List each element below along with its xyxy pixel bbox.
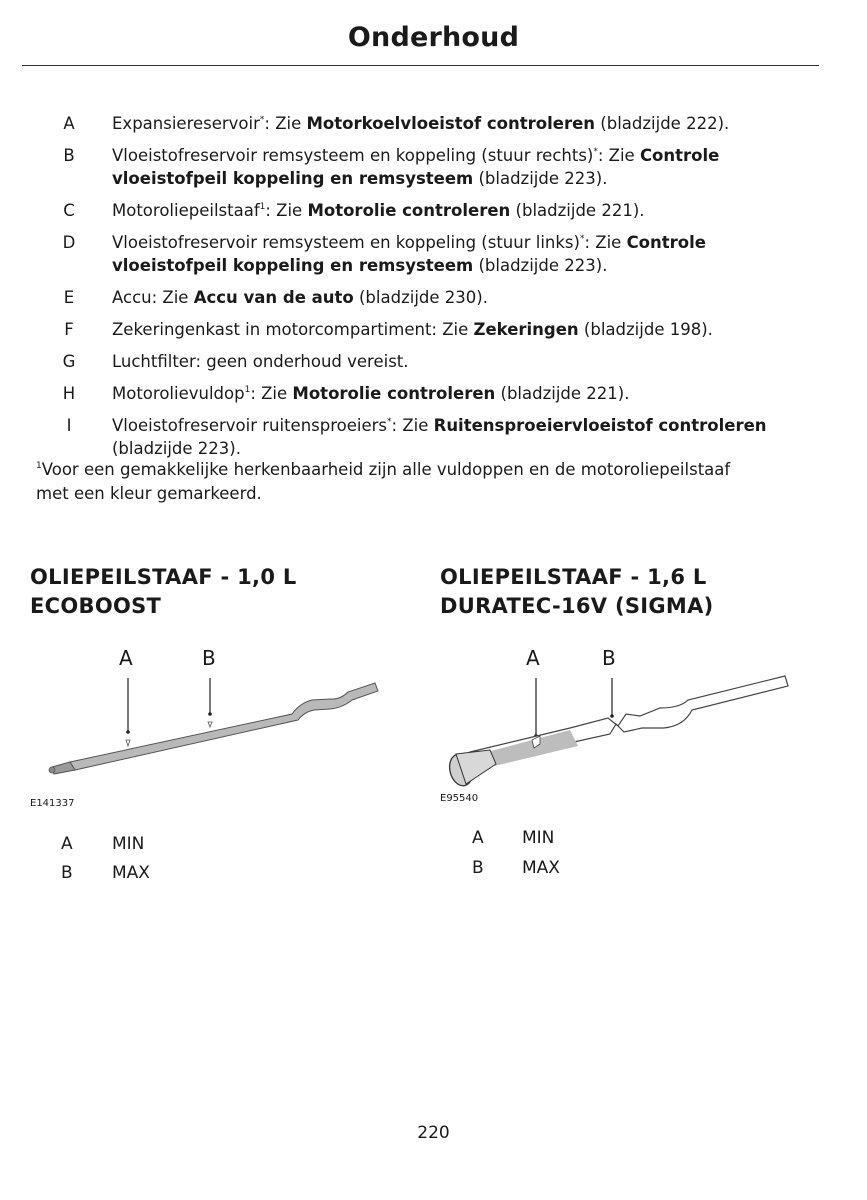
cross-reference: Motorolie controleren: [307, 201, 511, 220]
legend-text-segment: Accu: Zie: [112, 288, 194, 307]
legend-key: A: [63, 114, 75, 133]
footnote-marker: *: [387, 417, 392, 427]
legend-text-segment: Vloeistofreservoir remsysteem en koppeling (stuur rechts): [112, 146, 594, 165]
legend-text-segment: (bladzijde 221).: [495, 384, 630, 403]
item-value: MIN: [522, 828, 555, 848]
legend-text-segment: : Zie: [391, 416, 434, 435]
callout-dot-a: [126, 730, 130, 734]
legend-row: [0, 144, 867, 190]
page-title: Onderhoud: [347, 22, 520, 53]
dipstick-blade: [70, 683, 378, 770]
footnote-marker: 1: [244, 385, 251, 395]
item-key: A: [472, 828, 484, 848]
cross-reference: vloeistofpeil koppeling en remsysteem: [112, 169, 474, 188]
legend-text-segment: (bladzijde 198).: [578, 320, 713, 339]
item-key: B: [472, 858, 484, 878]
footnote-line-2: met een kleur gemarkeerd.: [36, 484, 262, 503]
legend-description: [112, 199, 824, 222]
cross-reference: Controle: [639, 146, 720, 165]
page-number: 220: [417, 1123, 450, 1143]
cross-reference: vloeistofpeil koppeling en remsysteem: [112, 256, 474, 275]
section-heading-line-1: OLIEPEILSTAAF - 1,6 L: [440, 565, 707, 589]
footnote-marker: 1: [36, 461, 42, 471]
item-value: MAX: [112, 863, 150, 883]
legend-text-segment: (bladzijde 223).: [473, 169, 608, 188]
legend-description: [112, 414, 824, 460]
legend-key: B: [63, 146, 75, 165]
component-legend: [0, 112, 867, 469]
footnote-marker: *: [579, 234, 585, 244]
footnote: [36, 458, 826, 506]
cross-reference: Ruitensproeiervloeistof controleren: [433, 416, 767, 435]
legend-text-segment: (bladzijde 223).: [112, 439, 241, 458]
legend-description: [112, 144, 824, 190]
legend-description: [112, 318, 824, 341]
section-heading-line-2: ECOBOOST: [30, 594, 162, 618]
legend-text-segment: : Zie: [264, 114, 307, 133]
max-notch: [208, 722, 212, 727]
legend-description: [112, 231, 824, 277]
dipstick-ecoboost-illustration: [30, 670, 390, 790]
callout-b-label: B: [602, 646, 616, 670]
item-key: B: [61, 863, 73, 883]
legend-key: C: [63, 201, 75, 220]
callout-dot-b: [610, 714, 614, 718]
dipstick-tip: [52, 762, 75, 774]
cross-reference: Accu van de auto: [193, 288, 354, 307]
legend-text-segment: Luchtfilter: geen onderhoud vereist.: [112, 352, 409, 371]
item-value: MIN: [112, 834, 145, 854]
callout-a-label: A: [526, 646, 540, 670]
legend-text-segment: : Zie: [265, 201, 308, 220]
legend-key: H: [62, 384, 76, 403]
footnote-line-1: Voor een gemakkelijke herkenbaarheid zijn alle vuldoppen en de motoroliepeilstaaf: [41, 460, 731, 479]
legend-text-segment: Zekeringenkast in motorcompartiment: Zie: [112, 320, 474, 339]
section-heading-ecoboost: [30, 563, 297, 621]
legend-text-segment: (bladzijde 223).: [473, 256, 608, 275]
legend-description: [112, 382, 824, 405]
item-value: MAX: [522, 858, 560, 878]
legend-description: [112, 286, 824, 309]
legend-text-segment: : Zie: [584, 233, 627, 252]
legend-text-segment: (bladzijde 221).: [510, 201, 645, 220]
section-heading-line-1: OLIEPEILSTAAF - 1,0 L: [30, 565, 297, 589]
item-key: A: [61, 834, 73, 854]
cross-reference: Motorkoelvloeistof controleren: [306, 114, 596, 133]
legend-row: [0, 350, 867, 373]
callout-dot-b: [208, 712, 212, 716]
legend-text-segment: Motoroliepeilstaaf: [112, 201, 260, 220]
legend-key: F: [64, 320, 74, 339]
legend-row: [0, 318, 867, 341]
legend-row: [0, 286, 867, 309]
callout-b-label: B: [202, 646, 216, 670]
cross-reference: Controle: [626, 233, 706, 252]
cross-reference: Motorolie controleren: [292, 384, 496, 403]
legend-text-segment: (bladzijde 222).: [595, 114, 730, 133]
footnote-marker: *: [259, 115, 265, 125]
legend-row: [0, 112, 867, 135]
legend-key: G: [62, 352, 76, 371]
header-divider: [22, 65, 819, 66]
figure-id: E141337: [30, 798, 75, 809]
section-heading-line-2: DURATEC-16V (SIGMA): [440, 594, 714, 618]
cross-reference: Zekeringen: [473, 320, 579, 339]
footnote-marker: *: [593, 147, 598, 157]
legend-text-segment: : Zie: [597, 146, 640, 165]
min-notch: [126, 740, 130, 746]
legend-description: [112, 112, 824, 135]
legend-key: D: [62, 233, 76, 252]
legend-text-segment: Motorolievuldop: [112, 384, 245, 403]
figure-id: E95540: [440, 793, 479, 804]
legend-text-segment: Vloeistofreservoir remsysteem en koppeling (stuur links): [112, 233, 580, 252]
section-heading-duratec: [440, 563, 714, 621]
legend-text-segment: (bladzijde 230).: [353, 288, 488, 307]
callout-a-label: A: [119, 646, 133, 670]
legend-key: I: [66, 416, 72, 435]
legend-row: [0, 382, 867, 405]
legend-key: E: [63, 288, 75, 307]
footnote-marker: 1: [259, 202, 266, 212]
legend-row: [0, 231, 867, 277]
legend-text-segment: Vloeistofreservoir ruitensproeiers: [112, 416, 388, 435]
legend-text-segment: Expansiereservoir: [112, 114, 260, 133]
legend-row: [0, 199, 867, 222]
legend-description: [112, 350, 824, 373]
dipstick-duratec-illustration: [440, 670, 800, 795]
legend-text-segment: : Zie: [250, 384, 293, 403]
legend-row: [0, 414, 867, 460]
